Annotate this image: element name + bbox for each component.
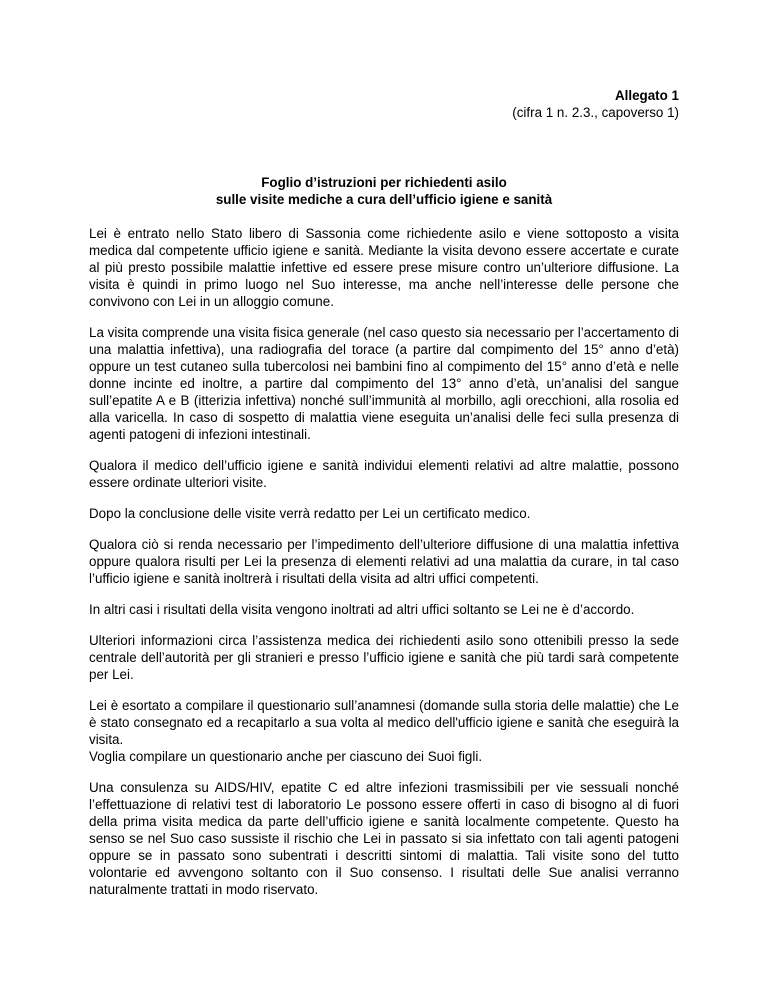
paragraph-hiv-counselling: Una consulenza su AIDS/HIV, epatite C ed altre infezioni trasmissibili per vie sessuali nonché l’effettuazione di relativi test di laboratorio Le possono essere offerti in caso di bisogno al di fuori della prima visita medica da parte dell’ufficio igiene e sanità localmente competente. Questo ha senso se nel Suo caso sussiste il rischio che Lei in passato si sia infettato con tali agenti patogeni oppure se in passato sono subentrati i descritti sintomi di malattia. Tali visite sono del tutto volontarie ed avvengono soltanto con il Suo consenso. I risultati delle Sue analisi verranno naturalmente trattati in modo riservato.: [89, 780, 679, 897]
paragraph-intro: Lei è entrato nello Stato libero di Sassonia come richiedente asilo e viene sottoposto a visita medica dal competente ufficio igiene e sanità. Mediante la visita devono essere accertate e curate al più presto possibile malattie infettive ed essere prese misure contro un’ulteriore diffusione. La visita è quindi in primo luogo nel Suo interesse, ma anche nell’interesse delle persone che convivono con Lei in un alloggio comune.: [89, 226, 679, 309]
paragraph-questionnaire: Lei è esortato a compilare il questionario sull’anamnesi (domande sulla storia delle malattie) che Le è stato consegnato ed a recapitarlo a sua volta al medico dell'ufficio igiene e sanità che eseguirà la visita.: [89, 698, 679, 747]
document-body: [89, 225, 679, 912]
paragraph-children-questionnaire: Voglia compilare un questionario anche per ciascuno dei Suoi figli.: [89, 749, 483, 764]
paragraph-forwarding: Qualora ciò si renda necessario per l’impedimento dell’ulteriore diffusione di una malattia infettiva oppure qualora risulti per Lei la presenza di elementi relativi ad una malattia da curare, in tal caso l’ufficio igiene e sanità inoltrerà i risultati della visita ad altri uffici competenti.: [89, 537, 679, 586]
paragraph-consent: In altri casi i risultati della visita vengono inoltrati ad altri uffici soltanto se Lei ne è d’accordo.: [89, 602, 635, 617]
paragraph-visit-scope: La visita comprende una visita fisica generale (nel caso questo sia necessario per l’accertamento di una malattia infettiva), una radiografia del torace (a partire dal compimento del 15° anno d’età) oppure un test cutaneo sulla tubercolosi nei bambini fino al compimento del 15° anno d’età e nelle donne incinte ed inoltre, a partire dal compimento del 13° anno d’età, un’analisi del sangue sull’epatite A e B (itterizia infettiva) nonché sull’immunità al morbillo, agli orecchioni, alla rosolia ed alla varicella. In caso di sospetto di malattia viene eseguita un’analisi delle feci sulla presenza di agenti patogeni di infezioni intestinali.: [89, 325, 679, 442]
document-title: [89, 174, 679, 208]
annex-reference: (cifra 1 n. 2.3., capoverso 1): [512, 105, 679, 120]
paragraph-further-exams: Qualora il medico dell’ufficio igiene e sanità individui elementi relativi ad altre malattie, possono essere ordinate ulteriori visite.: [89, 458, 679, 490]
annex-header: [512, 87, 679, 121]
annex-title: Allegato 1: [615, 88, 679, 103]
document-title-line-2: sulle visite mediche a cura dell’ufficio igiene e sanità: [215, 192, 553, 207]
paragraph-information: Ulteriori informazioni circa l’assistenza medica dei richiedenti asilo sono ottenibili presso la sede centrale dell’autorità per gli stranieri e presso l’ufficio igiene e sanità che più tardi sarà competente per Lei.: [89, 633, 679, 682]
document-title-line-1: Foglio d’istruzioni per richiedenti asilo: [261, 175, 507, 190]
paragraph-certificate: Dopo la conclusione delle visite verrà redatto per Lei un certificato medico.: [89, 506, 531, 521]
